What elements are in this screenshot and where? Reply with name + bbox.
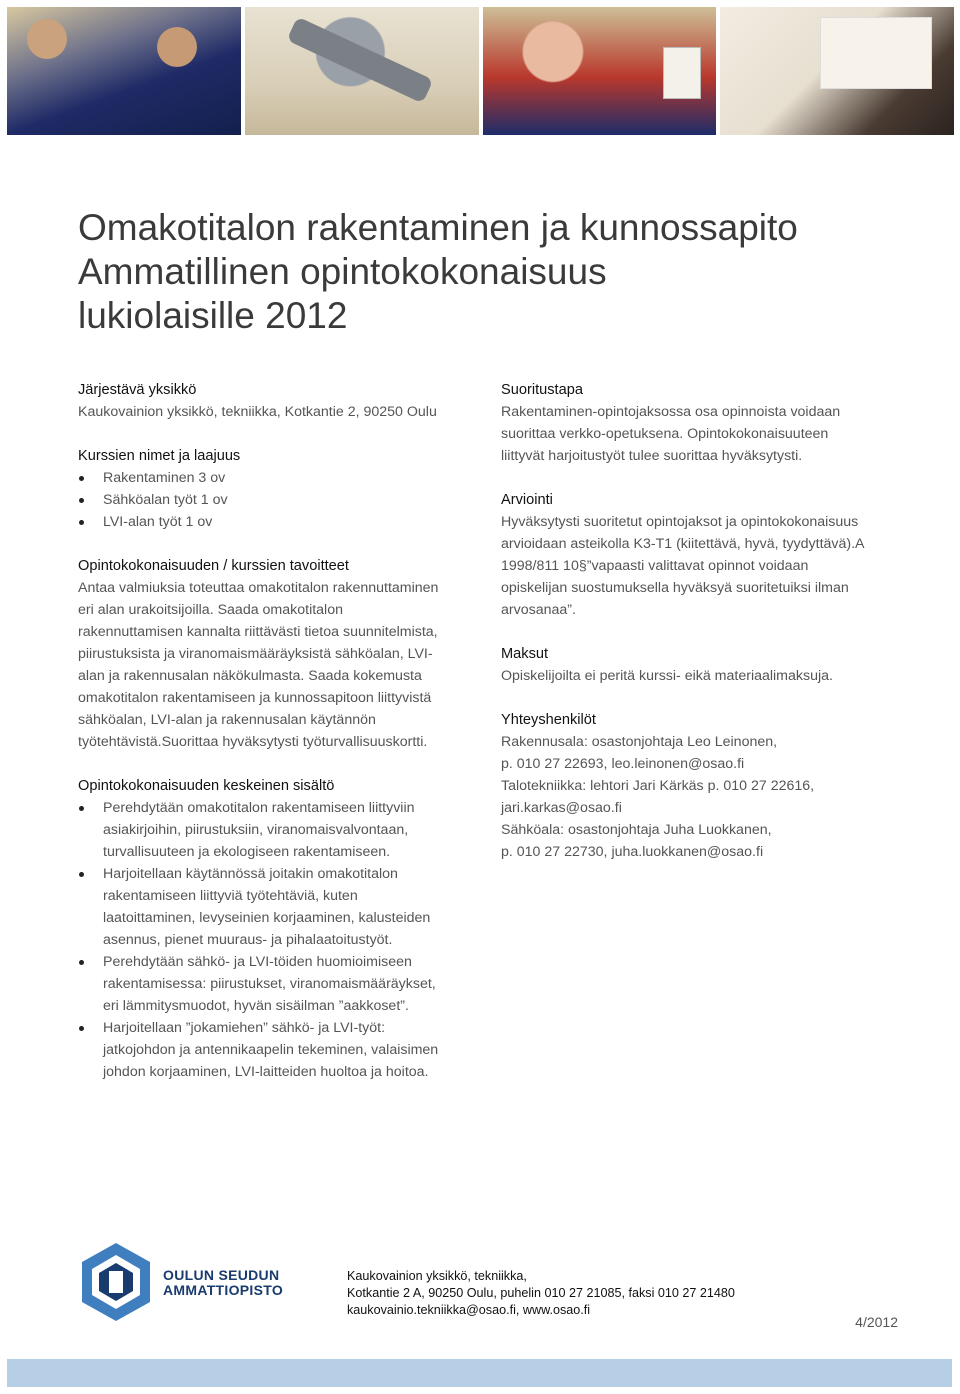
goals-line: omakotitalon rakentamiseen ja kunnossapitoon liittyvistä [78, 690, 432, 706]
contacts-line: Talotekniikka: lehtori Jari Kärkäs p. 010 27 22616, [501, 778, 815, 794]
list-item [78, 951, 458, 1017]
unit-text: Kaukovainion yksikkö, tekniikka, Kotkantie 2, 90250 Oulu [78, 404, 437, 420]
photo-electrical-work [483, 7, 717, 135]
content-list [78, 797, 458, 1083]
goals-line: eri alan urakoitsijoilla. Saada omakotitalon [78, 602, 343, 618]
list-item-line: rakentamiseen liittyviä työtehtäviä, kuten [103, 888, 358, 904]
right-column [501, 379, 881, 885]
contacts-line: p. 010 27 22693, leo.leinonen@osao.fi [501, 756, 745, 772]
contacts-line: jari.karkas@osao.fi [501, 800, 622, 816]
assessment-line: opiskelijan suostumuksella hyväksyä suoritetuiksi ilman [501, 580, 849, 596]
contacts-heading: Yhteyshenkilöt [501, 712, 596, 728]
method-heading: Suoritustapa [501, 382, 583, 398]
goals-line: rakennuttamisen kannalta riittävästi tietoa suunnitelmista, [78, 624, 438, 640]
courses-list [78, 467, 458, 533]
page-title [78, 206, 798, 338]
unit-section [78, 379, 458, 423]
title-line-1: Omakotitalon rakentaminen ja kunnossapito [78, 207, 798, 248]
list-item-line: johdon korjaaminen, LVI-laitteiden huoltoa ja hoitoa. [103, 1064, 429, 1080]
photo-hammer [245, 7, 479, 135]
page-code: 4/2012 [855, 1314, 898, 1330]
fees-line: Opiskelijoilta ei peritä kurssi- eikä materiaalimaksuja. [501, 668, 833, 684]
footer-contact [347, 1268, 735, 1319]
content-heading: Opintokokonaisuuden keskeinen sisältö [78, 778, 335, 794]
list-item: Rakentaminen 3 ov [78, 467, 458, 489]
courses-heading: Kurssien nimet ja laajuus [78, 448, 241, 464]
list-item-line: turvallisuuteen ja ekologiseen rakentamiseen. [103, 844, 391, 860]
method-section [501, 379, 881, 467]
fees-heading: Maksut [501, 646, 549, 662]
fees-section [501, 643, 881, 687]
goals-line: työtehtävistä.Suorittaa hyväksytysti työturvallisuuskortti. [78, 734, 428, 750]
method-line: suorittaa verkko-opetuksena. Opintokokonaisuuteen [501, 426, 829, 442]
list-item-line: Perehdytään omakotitalon rakentamiseen liittyviin [103, 800, 415, 816]
list-item [78, 797, 458, 863]
left-column [78, 379, 458, 1105]
logo-line-2: AMMATTIOPISTO [163, 1282, 284, 1298]
photo-students [7, 7, 241, 135]
list-item-line: Perehdytään sähkö- ja LVI-töiden huomioimiseen [103, 954, 412, 970]
contact-line: kaukovainio.tekniikka@osao.fi, www.osao.fi [347, 1303, 591, 1317]
assessment-section [501, 489, 881, 621]
contacts-line: p. 010 27 22730, juha.luokkanen@osao.fi [501, 844, 764, 860]
assessment-line: arvosanaa”. [501, 602, 576, 618]
logo-text [163, 1268, 283, 1298]
list-item-line: Harjoitellaan ”jokamiehen” sähkö- ja LVI-työt: [103, 1020, 386, 1036]
goals-line: alan ja rakennusalan näkökulmasta. Saada kokemusta [78, 668, 422, 684]
list-item-line: rakentamisessa: piirustukset, viranomaismääräykset, [103, 976, 436, 992]
list-item-line: Harjoitellaan käytännössä joitakin omakotitalon [103, 866, 398, 882]
goals-heading: Opintokokonaisuuden / kurssien tavoitteet [78, 558, 349, 574]
photo-masonry [720, 7, 954, 135]
hexagon-logo-icon [78, 1241, 154, 1323]
assessment-line: 1998/811 10§”vapaasti valittavat opinnot voidaan [501, 558, 809, 574]
contacts-line: Rakennusala: osastonjohtaja Leo Leinonen, [501, 734, 778, 750]
list-item [78, 863, 458, 951]
list-item [78, 1017, 458, 1083]
list-item-line: jatkojohdon ja antennikaapelin tekeminen, valaisimen [103, 1042, 439, 1058]
assessment-heading: Arviointi [501, 492, 553, 508]
goals-line: Antaa valmiuksia toteuttaa omakotitalon rakennuttaminen [78, 580, 439, 596]
assessment-line: arvioidaan asteikolla K3-T1 (kiitettävä, hyvä, tyydyttävä).A [501, 536, 865, 552]
list-item: Sähköalan työt 1 ov [78, 489, 458, 511]
logo-line-1: OULUN SEUDUN [163, 1267, 280, 1283]
title-line-2: Ammatillinen opintokokonaisuus [78, 251, 607, 292]
list-item-line: asiakirjoihin, piirustuksiin, viranomaisvalvontaan, [103, 822, 409, 838]
title-line-3: lukiolaisille 2012 [78, 295, 348, 336]
unit-heading: Järjestävä yksikkö [78, 382, 197, 398]
content-section [78, 775, 458, 1083]
assessment-line: Hyväksytysti suoritetut opintojaksot ja opintokokonaisuus [501, 514, 859, 530]
list-item-line: eri lämmitysmuodot, hyvän sisäilman ”aakkoset”. [103, 998, 409, 1014]
goals-line: piirustuksista ja viranomaismääräyksistä sähköalan, LVI- [78, 646, 433, 662]
list-item-line: asennus, pienet muuraus- ja pihalaatoitustyöt. [103, 932, 393, 948]
contacts-line: Sähköala: osastonjohtaja Juha Luokkanen, [501, 822, 772, 838]
goals-section [78, 555, 458, 753]
school-logo [78, 1241, 318, 1323]
list-item-line: laatoittaminen, levyseinien korjaaminen, kalusteiden [103, 910, 431, 926]
contact-line: Kotkantie 2 A, 90250 Oulu, puhelin 010 27 21085, faksi 010 27 21480 [347, 1286, 735, 1300]
method-line: Rakentaminen-opintojaksossa osa opinnoista voidaan [501, 404, 841, 420]
bottom-bar [7, 1359, 952, 1387]
header-photo-strip [7, 7, 954, 135]
contacts-section [501, 709, 881, 863]
goals-line: sähköalan, LVI-alan ja rakennusalan käytännön [78, 712, 376, 728]
list-item: LVI-alan työt 1 ov [78, 511, 458, 533]
courses-section [78, 445, 458, 533]
method-line: liittyvät harjoitustyöt tulee suorittaa hyväksytysti. [501, 448, 803, 464]
contact-line: Kaukovainion yksikkö, tekniikka, [347, 1269, 527, 1283]
